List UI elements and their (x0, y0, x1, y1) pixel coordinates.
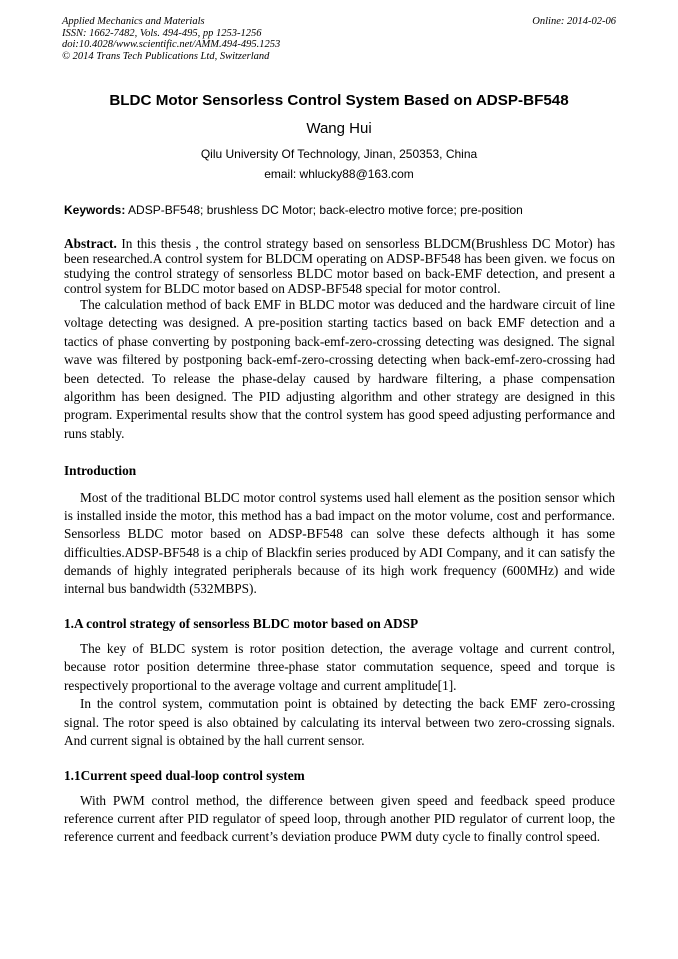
journal-name: Applied Mechanics and Materials (62, 16, 205, 27)
section-1-1-body (64, 792, 615, 845)
abstract (64, 236, 615, 443)
section-1-1-heading: 1.1Current speed dual-loop control system (64, 768, 305, 783)
keywords-label: Keywords: (64, 203, 126, 217)
issn-line: ISSN: 1662-7482, Vols. 494-495, pp 1253-1256 (62, 27, 262, 39)
page-header (62, 16, 616, 62)
introduction-heading: Introduction (64, 463, 137, 478)
author-name: Wang Hui (306, 120, 372, 137)
author-email: email: whlucky88@163.com (264, 167, 414, 181)
keywords-text: ADSP-BF548; brushless DC Motor; back-electro motive force; pre-position (125, 203, 523, 217)
abstract-paragraph-1 (64, 236, 615, 296)
section-1-body (64, 640, 615, 750)
introduction-paragraph-1: Most of the traditional BLDC motor control systems used hall element as the position sensor which is installed inside the motor, this method has a bad impact on the motor volume, cost and performance. Sensorless BLDC motor based on ADSP-BF548 can solve these defects although it has some difficulties.ADSP-BF548 is a chip of Blackfin series produced by ADI Company, and it can satisfy the demands of highly integrated peripherals because of its high work frequency (600MHz) and wide internal bus bandwidth (532MBPS). (64, 490, 615, 597)
keywords (64, 203, 620, 217)
paper-title: BLDC Motor Sensorless Control System Based on ADSP-BF548 (109, 92, 569, 109)
section-1-paragraph-1: The key of BLDC system is rotor position detection, the average voltage and current control, because rotor position determine three-phase stator commutation sequence, speed and torque is respectively proportional to the average voltage and current amplitude[1]. (64, 641, 615, 693)
section-1-paragraph-2: In the control system, commutation point is obtained by detecting the back EMF zero-crossing signal. The rotor speed is also obtained by calculating its interval between two zero-crossing signals. And current signal is obtained by the hall current sensor. (64, 696, 615, 749)
online-date: Online: 2014-02-06 (532, 16, 616, 27)
abstract-paragraph-2: The calculation method of back EMF in BLDC motor was deduced and the hardware circuit of line voltage detecting was designed. A pre-position starting tactics based on back EMF detection and a tactics of phase converting by postponing back-emf-zero-crossing detecting was designed. The signal wave was filtered by postponing back-emf-zero-crossing detecting when back-emf-zero-crossing had been detected. To release the phase-delay caused by hardware filtering, a phase compensation algorithm has been designed. The PID adjusting algorithm and other strategy are designed in this program. Experimental results show that the control system has good speed adjusting performance and runs stably. (64, 297, 615, 441)
copyright-line: © 2014 Trans Tech Publications Ltd, Switzerland (62, 50, 270, 62)
introduction-body (64, 489, 615, 598)
section-1-1-paragraph-1: With PWM control method, the difference between given speed and feedback speed produce reference current after PID regulator of speed loop, through another PID regulator of current loop, the reference current and feedback current’s deviation produce PWM duty cycle to finally control speed. (64, 793, 615, 844)
doi-line: doi:10.4028/www.scientific.net/AMM.494-495.1253 (62, 39, 281, 51)
abstract-text-1: In this thesis , the control strategy based on sensorless BLDCM(Brushless DC Motor) has been researched.A control system for BLDCM operating on ADSP-BF548 has been given. we focus on studying the control strategy of sensorless BLDC motor based on back-EMF detection, and present a control system for BLDC motor based on ADSP-BF548 special for motor control. (64, 236, 615, 296)
section-1-heading: 1.A control strategy of sensorless BLDC motor based on ADSP (64, 616, 419, 631)
author-affiliation: Qilu University Of Technology, Jinan, 250353, China (200, 147, 478, 161)
abstract-label: Abstract. (64, 236, 117, 251)
